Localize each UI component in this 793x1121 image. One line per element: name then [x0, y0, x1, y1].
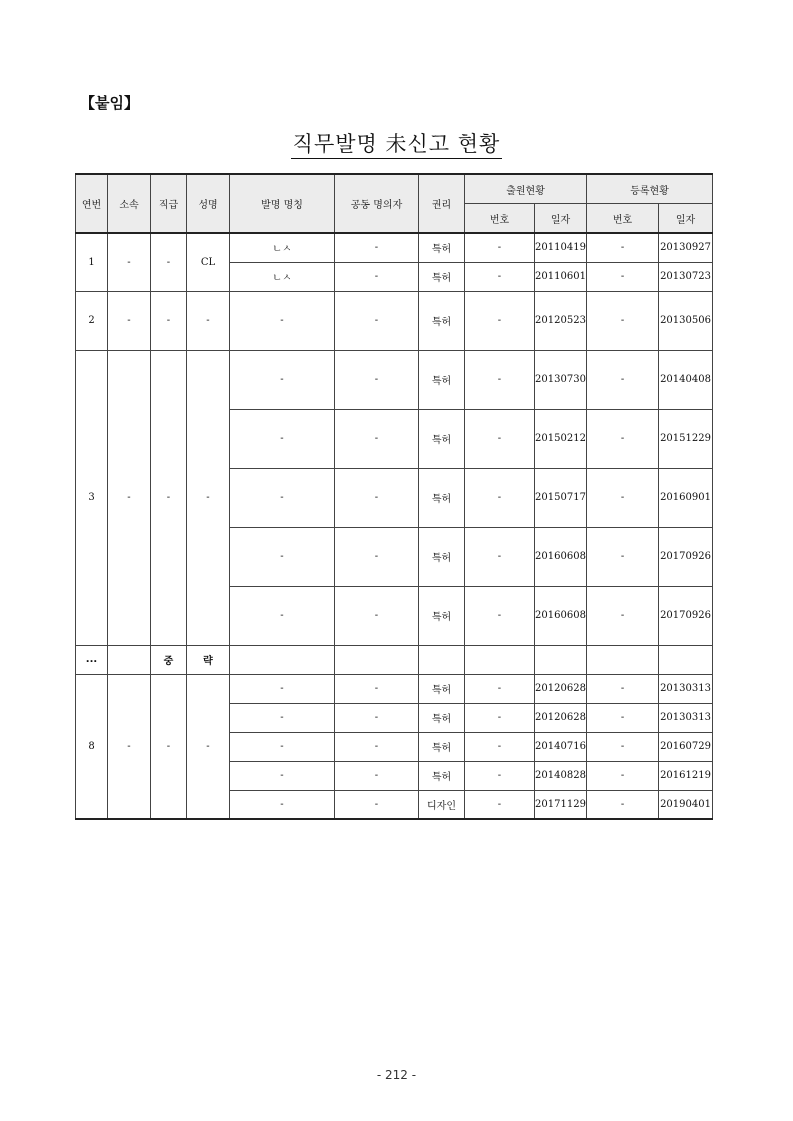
table-row	[76, 674, 713, 703]
header-co-holder: 공동 명의자	[335, 174, 419, 233]
cell-right: 특허	[419, 732, 465, 761]
cell-right: 특허	[419, 527, 465, 586]
cell-invention: -	[230, 586, 335, 645]
cell-reg-number: -	[587, 291, 659, 350]
cell-app-date: 20130730	[535, 350, 587, 409]
header-app-date: 일자	[535, 204, 587, 234]
cell-reg-number: -	[587, 527, 659, 586]
cell-reg-number: -	[587, 732, 659, 761]
cell-app-number: -	[465, 468, 535, 527]
cell-app-date	[535, 645, 587, 674]
cell-app-date: 20120628	[535, 674, 587, 703]
cell-co-holder: -	[335, 233, 419, 262]
cell-reg-date: 20130927	[659, 233, 713, 262]
header-reg-number: 번호	[587, 204, 659, 234]
cell-reg-number: -	[587, 468, 659, 527]
cell-reg-number: -	[587, 674, 659, 703]
cell-app-number: -	[465, 262, 535, 291]
cell-name: -	[187, 291, 230, 350]
table-row	[76, 291, 713, 350]
cell-app-number: -	[465, 586, 535, 645]
cell-reg-number	[587, 645, 659, 674]
cell-dept	[108, 645, 151, 674]
cell-right: 특허	[419, 674, 465, 703]
cell-reg-date: 20151229	[659, 409, 713, 468]
cell-rank: -	[151, 233, 187, 291]
cell-co-holder	[335, 645, 419, 674]
cell-right: 특허	[419, 703, 465, 732]
cell-co-holder: -	[335, 586, 419, 645]
cell-co-holder: -	[335, 350, 419, 409]
cell-invention: -	[230, 703, 335, 732]
header-right: 권리	[419, 174, 465, 233]
cell-invention: ㄴㅅ	[230, 262, 335, 291]
header-registration: 등록현황	[587, 174, 713, 204]
cell-invention: -	[230, 761, 335, 790]
cell-reg-date: 20160729	[659, 732, 713, 761]
cell-co-holder: -	[335, 291, 419, 350]
cell-reg-date: 20130506	[659, 291, 713, 350]
cell-right: 특허	[419, 291, 465, 350]
header-invention: 발명 명칭	[230, 174, 335, 233]
cell-co-holder: -	[335, 527, 419, 586]
cell-right: 특허	[419, 262, 465, 291]
cell-app-number: -	[465, 790, 535, 819]
cell-no: 8	[76, 674, 108, 819]
cell-app-date: 20120628	[535, 703, 587, 732]
cell-reg-number: -	[587, 790, 659, 819]
cell-reg-date: 20161219	[659, 761, 713, 790]
cell-co-holder: -	[335, 262, 419, 291]
cell-app-date: 20150212	[535, 409, 587, 468]
cell-app-number: -	[465, 674, 535, 703]
cell-app-number: -	[465, 732, 535, 761]
cell-no: ...	[76, 645, 108, 674]
cell-co-holder: -	[335, 409, 419, 468]
page-number: - 212 -	[376, 1068, 417, 1082]
cell-dept: -	[108, 291, 151, 350]
cell-name: CL	[187, 233, 230, 291]
cell-invention: -	[230, 350, 335, 409]
cell-name: -	[187, 350, 230, 645]
cell-reg-number: -	[587, 233, 659, 262]
cell-invention: -	[230, 468, 335, 527]
cell-reg-number: -	[587, 350, 659, 409]
cell-right: 특허	[419, 350, 465, 409]
cell-co-holder: -	[335, 468, 419, 527]
header-app-number: 번호	[465, 204, 535, 234]
cell-app-date: 20110419	[535, 233, 587, 262]
cell-reg-number: -	[587, 761, 659, 790]
cell-reg-date: 20170926	[659, 586, 713, 645]
cell-right: 디자인	[419, 790, 465, 819]
cell-rank: 중	[151, 645, 187, 674]
cell-app-number: -	[465, 291, 535, 350]
cell-co-holder: -	[335, 790, 419, 819]
cell-reg-date: 20170926	[659, 527, 713, 586]
cell-co-holder: -	[335, 732, 419, 761]
cell-right	[419, 645, 465, 674]
cell-app-date: 20171129	[535, 790, 587, 819]
cell-right: 특허	[419, 233, 465, 262]
header-application: 출원현황	[465, 174, 587, 204]
cell-invention: -	[230, 527, 335, 586]
unreported-inventions-table	[75, 173, 713, 820]
cell-rank: -	[151, 350, 187, 645]
cell-app-number: -	[465, 233, 535, 262]
cell-invention: -	[230, 409, 335, 468]
cell-name: -	[187, 674, 230, 819]
cell-invention: -	[230, 732, 335, 761]
cell-app-number: -	[465, 703, 535, 732]
cell-dept: -	[108, 674, 151, 819]
cell-reg-number: -	[587, 262, 659, 291]
cell-right: 특허	[419, 761, 465, 790]
cell-reg-number: -	[587, 586, 659, 645]
cell-invention: -	[230, 291, 335, 350]
cell-app-date: 20140716	[535, 732, 587, 761]
cell-app-number: -	[465, 761, 535, 790]
cell-reg-date: 20160901	[659, 468, 713, 527]
cell-invention: ㄴㅅ	[230, 233, 335, 262]
cell-dept: -	[108, 350, 151, 645]
cell-app-number: -	[465, 409, 535, 468]
cell-app-number: -	[465, 350, 535, 409]
cell-app-date: 20140828	[535, 761, 587, 790]
omitted-row	[76, 645, 713, 674]
cell-rank: -	[151, 291, 187, 350]
cell-dept: -	[108, 233, 151, 291]
cell-rank: -	[151, 674, 187, 819]
header-no: 연번	[76, 174, 108, 233]
header-reg-date: 일자	[659, 204, 713, 234]
cell-app-number: -	[465, 527, 535, 586]
table-row	[76, 350, 713, 409]
cell-right: 특허	[419, 409, 465, 468]
cell-co-holder: -	[335, 761, 419, 790]
cell-reg-date: 20190401	[659, 790, 713, 819]
cell-app-date: 20120523	[535, 291, 587, 350]
cell-reg-date: 20140408	[659, 350, 713, 409]
page-title: 직무발명 未신고 현황	[0, 128, 793, 158]
attachment-label: 【붙임】	[80, 94, 139, 112]
cell-app-date: 20110601	[535, 262, 587, 291]
cell-reg-number: -	[587, 409, 659, 468]
cell-invention: -	[230, 674, 335, 703]
cell-co-holder: -	[335, 703, 419, 732]
cell-app-number	[465, 645, 535, 674]
cell-invention	[230, 645, 335, 674]
cell-app-date: 20160608	[535, 586, 587, 645]
cell-no: 1	[76, 233, 108, 291]
cell-no: 3	[76, 350, 108, 645]
cell-right: 특허	[419, 586, 465, 645]
cell-co-holder: -	[335, 674, 419, 703]
cell-name: 략	[187, 645, 230, 674]
cell-reg-date: 20130313	[659, 674, 713, 703]
cell-reg-number: -	[587, 703, 659, 732]
cell-app-date: 20150717	[535, 468, 587, 527]
cell-invention: -	[230, 790, 335, 819]
cell-app-date: 20160608	[535, 527, 587, 586]
cell-right: 특허	[419, 468, 465, 527]
cell-reg-date: 20130313	[659, 703, 713, 732]
header-name: 성명	[187, 174, 230, 233]
header-dept: 소속	[108, 174, 151, 233]
cell-reg-date	[659, 645, 713, 674]
cell-reg-date: 20130723	[659, 262, 713, 291]
header-rank: 직급	[151, 174, 187, 233]
cell-no: 2	[76, 291, 108, 350]
table-row	[76, 233, 713, 262]
